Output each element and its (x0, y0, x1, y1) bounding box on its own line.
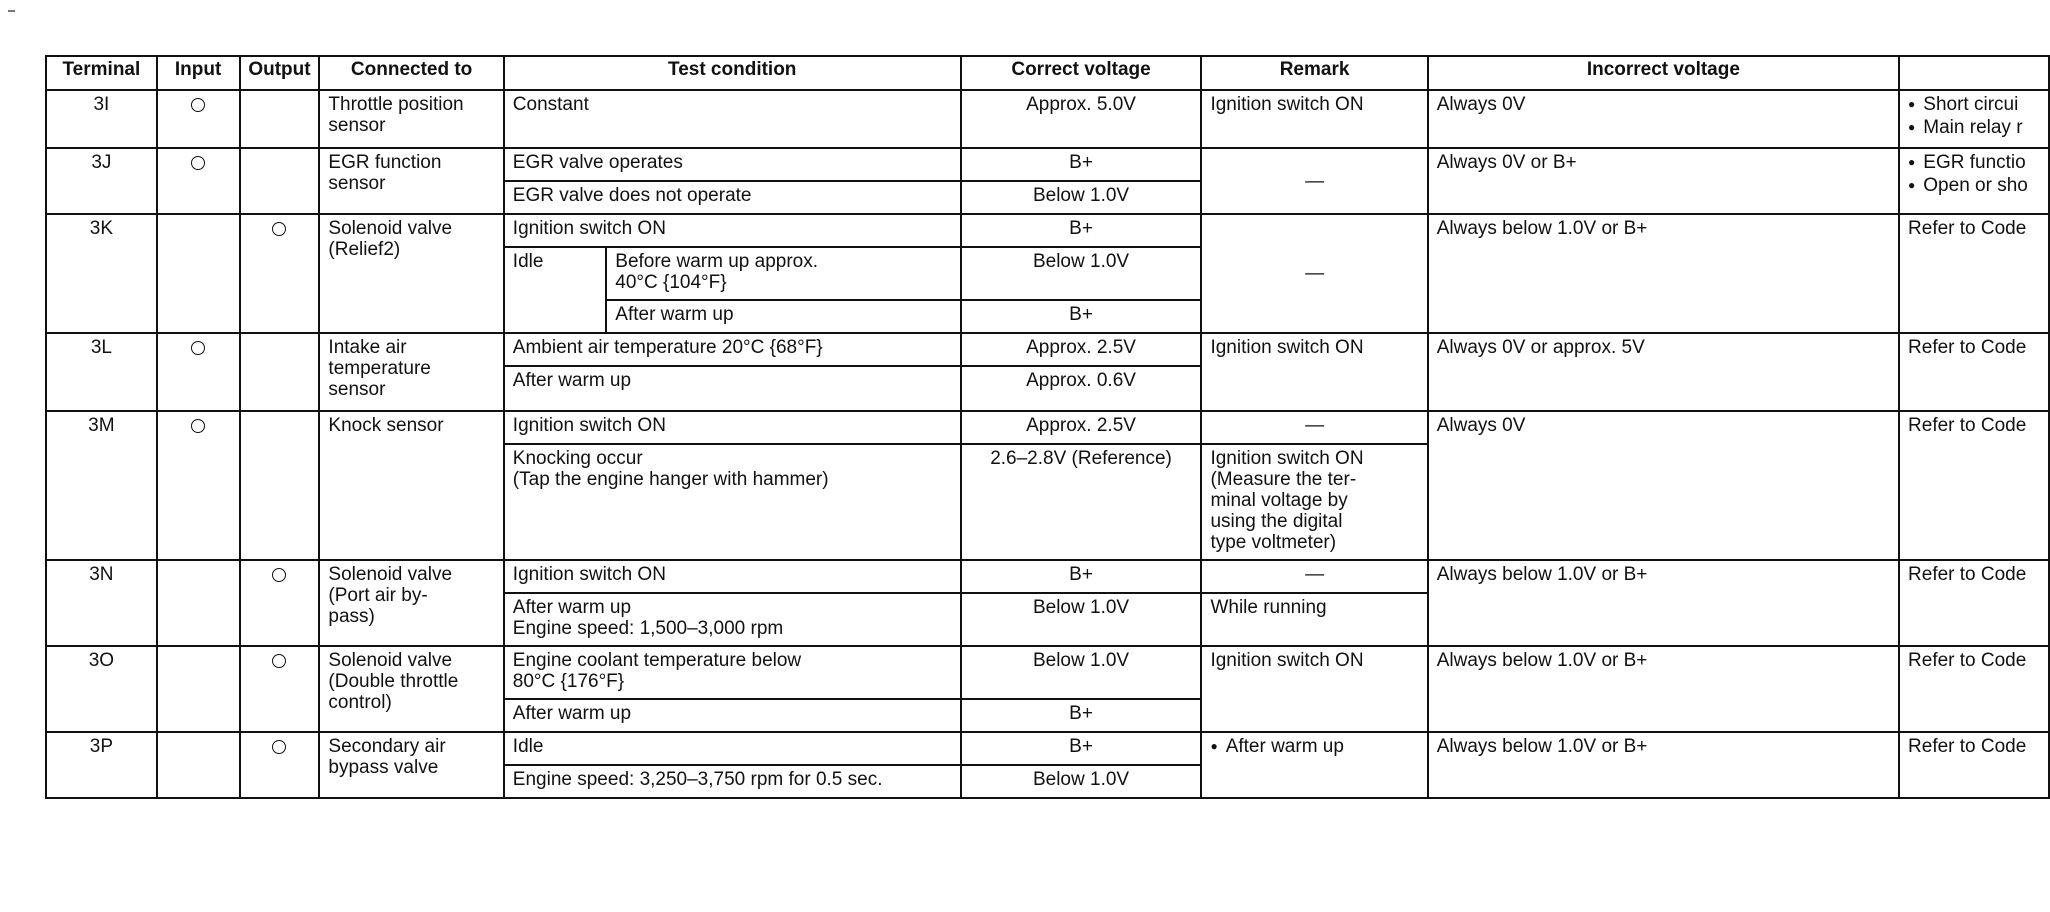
circle-icon (272, 654, 286, 668)
input-mark (157, 732, 240, 798)
remark-cell (1201, 732, 1427, 798)
output-mark (240, 90, 320, 148)
output-mark (240, 148, 320, 214)
incorrect-voltage-cell: Always 0V (1428, 90, 1899, 148)
connected-to-cell: Knock sensor (319, 411, 503, 560)
circle-icon (191, 341, 205, 355)
correct-voltage-cell: B+ (961, 148, 1202, 181)
correct-voltage-cell: B+ (961, 214, 1202, 247)
input-mark (157, 411, 240, 560)
dash-mark: — (1305, 170, 1325, 192)
correct-voltage-cell: Below 1.0V (961, 247, 1202, 300)
terminal-cell: 3I (46, 90, 157, 148)
dash-mark: — (1305, 564, 1325, 585)
terminal-cell: 3N (46, 560, 157, 646)
condition-cell: Constant (504, 90, 961, 148)
table-row (46, 732, 2049, 765)
output-mark (240, 411, 320, 560)
circle-icon (272, 222, 286, 236)
header-remark: Remark (1201, 56, 1427, 90)
terminal-voltage-table (45, 55, 2050, 799)
correct-voltage-cell: Approx. 5.0V (961, 90, 1202, 148)
last-cell: Refer to Code (1899, 732, 2049, 798)
last-cell: Refer to Code (1899, 646, 2049, 732)
dash-mark: — (1305, 263, 1325, 284)
header-output: Output (240, 56, 320, 90)
last-cell (1899, 148, 2049, 214)
condition-cell: Ignition switch ON (504, 560, 961, 593)
circle-icon (191, 156, 205, 170)
correct-voltage-cell: Below 1.0V (961, 181, 1202, 214)
condition-cell: Ambient air temperature 20°C {68°F} (504, 333, 961, 366)
header-terminal: Terminal (46, 56, 157, 90)
circle-icon (272, 568, 286, 582)
remark-cell (1201, 148, 1427, 214)
incorrect-voltage-cell: Always below 1.0V or B+ (1428, 214, 1899, 333)
last-cell: Refer to Code (1899, 333, 2049, 411)
terminal-cell: 3J (46, 148, 157, 214)
correct-voltage-cell: Below 1.0V (961, 593, 1202, 646)
correct-voltage-cell: 2.6–2.8V (Reference) (961, 444, 1202, 560)
remark-cell (1201, 411, 1427, 444)
header-row (46, 56, 2049, 90)
incorrect-voltage-cell: Always 0V or B+ (1428, 148, 1899, 214)
condition-cell: After warm up (504, 699, 961, 732)
terminal-cell: 3P (46, 732, 157, 798)
terminal-cell: 3K (46, 214, 157, 333)
last-cell: Refer to Code (1899, 560, 2049, 646)
table-row (46, 411, 2049, 444)
condition-cell: Before warm up approx. 40°C {104°F} (606, 247, 960, 300)
input-mark (157, 560, 240, 646)
header-incorrect-voltage: Incorrect voltage (1428, 56, 1899, 90)
output-mark (240, 214, 320, 333)
idle-cell: Idle (504, 247, 606, 333)
bullet-item: ● Short circui (1908, 94, 2040, 117)
header-correct-voltage: Correct voltage (961, 56, 1202, 90)
condition-cell: EGR valve does not operate (504, 181, 961, 214)
incorrect-voltage-cell: Always below 1.0V or B+ (1428, 732, 1899, 798)
terminal-cell: 3O (46, 646, 157, 732)
correct-voltage-cell: B+ (961, 300, 1202, 333)
correct-voltage-cell: B+ (961, 560, 1202, 593)
dash-mark: — (1305, 415, 1325, 436)
connected-to-cell: Solenoid valve (Double throttle control) (319, 646, 503, 732)
input-mark (157, 90, 240, 148)
connected-to-cell: EGR function sensor (319, 148, 503, 214)
correct-voltage-cell: Below 1.0V (961, 765, 1202, 798)
connected-to-cell: Throttle position sensor (319, 90, 503, 148)
condition-cell: Engine speed: 3,250–3,750 rpm for 0.5 sec. (504, 765, 961, 798)
remark-cell (1201, 214, 1427, 333)
connected-to-cell: Intake air temperature sensor (319, 333, 503, 411)
condition-cell: After warm up (606, 300, 960, 333)
bullet-item: ● EGR functio (1908, 152, 2040, 175)
input-mark (157, 646, 240, 732)
remark-cell: Ignition switch ON (1201, 646, 1427, 732)
output-mark (240, 646, 320, 732)
correct-voltage-cell: Below 1.0V (961, 646, 1202, 699)
condition-cell: Ignition switch ON (504, 214, 961, 247)
terminal-cell: 3L (46, 333, 157, 411)
incorrect-voltage-cell: Always 0V (1428, 411, 1899, 560)
connected-to-cell: Solenoid valve (Relief2) (319, 214, 503, 333)
remark-cell (1201, 560, 1427, 593)
correct-voltage-cell: Approx. 2.5V (961, 411, 1202, 444)
output-mark (240, 732, 320, 798)
correct-voltage-cell: Approx. 0.6V (961, 366, 1202, 411)
remark-cell: While running (1201, 593, 1427, 646)
remark-cell: Ignition switch ON (1201, 90, 1427, 148)
condition-cell: After warm up Engine speed: 1,500–3,000 rpm (504, 593, 961, 646)
incorrect-voltage-cell: Always below 1.0V or B+ (1428, 646, 1899, 732)
bullet-item: ● Main relay r (1908, 117, 2040, 140)
terminal-voltage-table-container (45, 55, 2050, 799)
header-input: Input (157, 56, 240, 90)
connected-to-cell: Solenoid valve (Port air by- pass) (319, 560, 503, 646)
incorrect-voltage-cell: Always below 1.0V or B+ (1428, 560, 1899, 646)
circle-icon (272, 740, 286, 754)
terminal-cell: 3M (46, 411, 157, 560)
last-cell: Refer to Code (1899, 214, 2049, 333)
incorrect-voltage-cell: Always 0V or approx. 5V (1428, 333, 1899, 411)
header-last (1899, 56, 2049, 90)
last-cell: Refer to Code (1899, 411, 2049, 560)
remark-cell: Ignition switch ON (1201, 333, 1427, 411)
correct-voltage-cell: B+ (961, 699, 1202, 732)
correct-voltage-cell: B+ (961, 732, 1202, 765)
output-mark (240, 333, 320, 411)
bullet-item: ● Open or sho (1908, 175, 2040, 198)
header-connected-to: Connected to (319, 56, 503, 90)
table-row (46, 214, 2049, 247)
table-row (46, 148, 2049, 181)
condition-cell: Idle (504, 732, 961, 765)
circle-icon (191, 419, 205, 433)
circle-icon (191, 98, 205, 112)
bullet-item: ● After warm up (1210, 736, 1418, 759)
condition-cell: After warm up (504, 366, 961, 411)
last-cell (1899, 90, 2049, 148)
table-row (46, 560, 2049, 593)
correct-voltage-cell: Approx. 2.5V (961, 333, 1202, 366)
connected-to-cell: Secondary air bypass valve (319, 732, 503, 798)
table-row (46, 333, 2049, 366)
input-mark (157, 148, 240, 214)
output-mark (240, 560, 320, 646)
table-row (46, 646, 2049, 699)
condition-cell: Engine coolant temperature below 80°C {176°F} (504, 646, 961, 699)
input-mark (157, 214, 240, 333)
input-mark (157, 333, 240, 411)
header-test-condition: Test condition (504, 56, 961, 90)
page-mark (8, 10, 15, 12)
condition-cell: Knocking occur (Tap the engine hanger with hammer) (504, 444, 961, 560)
table-row (46, 90, 2049, 148)
condition-cell: Ignition switch ON (504, 411, 961, 444)
condition-cell: EGR valve operates (504, 148, 961, 181)
remark-cell: Ignition switch ON (Measure the ter- minal voltage by using the digital type voltmeter) (1201, 444, 1427, 560)
